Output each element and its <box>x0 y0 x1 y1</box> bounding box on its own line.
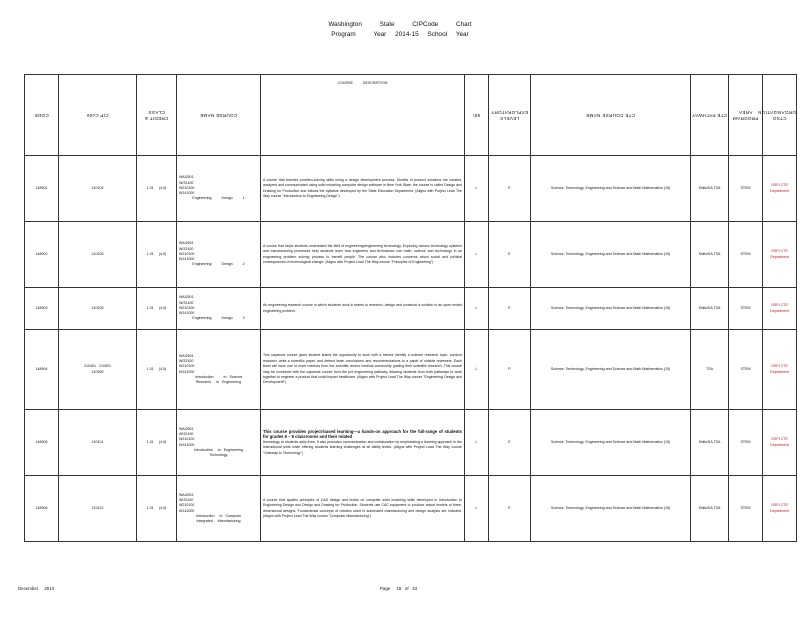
header-cte-course: CTE COURSE NAME <box>531 75 691 156</box>
row-cip: 210105 <box>59 288 137 330</box>
row-code: 148904 <box>25 330 59 410</box>
row-cte: Skills/SA TSA <box>691 410 729 476</box>
row-cip-codes: WAI2501 WI33100 W210100 W141000 <box>179 492 195 513</box>
row-description: A course that applies principles of CAD design and builds on computer solid modeling skills developed in Introduction to Engineering Design and Design and Drawing for Production. Students use CAC equipment to produce actual models of three-dimensional designs. Fundamental concepts of robotics used in automated manufacturing and design analysis are included. (Aligns with Project Lead The Way course "Computer Manufacturing") <box>261 476 465 542</box>
row-course: WAI2501 WI33100 W210100 W141000 Introduction to Computer Integrated Manufacturing <box>177 476 261 542</box>
header-organization: CTSO ORGANIZATION <box>763 75 797 156</box>
row-pathway: Science, Technology, Engineering and Science and Math Mathematics (15) <box>531 156 691 222</box>
row-ninth: L <box>465 410 489 476</box>
row-pathway: Science, Technology, Engineering and Science and Math Mathematics (15) <box>531 288 691 330</box>
row-cip: 210401 210501 210599 <box>59 330 137 410</box>
row-ninth: L <box>465 330 489 410</box>
row-exploratory: E <box>489 476 531 542</box>
row-program: STEM <box>729 288 763 330</box>
row-code: 148905 <box>25 410 59 476</box>
row-program: STEM <box>729 476 763 542</box>
row-cip-codes: WAI2501 WI33100 W210100 W141000 <box>179 175 195 196</box>
row-credits: 1.01 (4,5) <box>137 476 177 542</box>
table-row <box>25 330 797 410</box>
row-organization: OSPI CTE Department <box>763 288 797 330</box>
row-course: WAI2501 WI33100 W210100 W141000 Engineering Design 2 <box>177 222 261 288</box>
row-program: STEM <box>729 222 763 288</box>
footer-date: December 2013 <box>18 586 55 591</box>
chart-title: Washington State CIPCode Chart <box>328 21 472 28</box>
header-pathway: CTE PATHWAY <box>691 75 729 156</box>
row-organization: OSPI CTE Department <box>763 222 797 288</box>
header-credits: CREDIT & CLASS <box>137 75 177 156</box>
row-ninth: L <box>465 222 489 288</box>
row-pathway: Science, Technology, Engineering and Science and Math Mathematics (15) <box>531 330 691 410</box>
row-ninth: L <box>465 476 489 542</box>
row-cte: Skills/SA TSA <box>691 476 729 542</box>
row-exploratory: P <box>489 330 531 410</box>
row-description: A course that helps students understand the field of engineering/engineering technology. Exploring various technology systems and manufacturing processes help students learn how engineers and technicians use math, science and technology in an engineering problem solving process to benefit people. The course also includes concerns about social and political consequences of technological change. (Aligns with Project Lead The Way course "Principles of Engineering") <box>261 222 465 288</box>
row-course: WAI2501 WI33100 W210100 W141000 Engineering Design 1 <box>177 156 261 222</box>
row-code: 148906 <box>25 476 59 542</box>
row-program: STEM <box>729 156 763 222</box>
row-credits: 1.01 (4,5) <box>137 410 177 476</box>
header-description: COURSE DESCRIPTION <box>261 75 465 156</box>
header-code: CODE <box>25 75 59 156</box>
row-pathway: Science, Technology, Engineering and Science and Math Mathematics (15) <box>531 222 691 288</box>
header-course-name: COURSE NAME <box>177 75 261 156</box>
chart-subtitle: Program Year 2014-15 School Year <box>331 31 469 38</box>
row-course: WAI2501 WI33100 W210100 W141000 Engineering Design 3 <box>177 288 261 330</box>
header-ninth: 9th <box>465 75 489 156</box>
row-organization: OSPI CTE Department <box>763 476 797 542</box>
row-exploratory: E <box>489 156 531 222</box>
row-pathway: Science, Technology, Engineering and Science and Math Mathematics (15) <box>531 476 691 542</box>
table-row <box>25 222 797 288</box>
row-cip-codes: WAI2501 WI33100 W210100 W141000 <box>179 295 195 316</box>
row-cip: 210113 <box>59 476 137 542</box>
header-program: PROGRAM AREA <box>729 75 763 156</box>
row-ninth: L <box>465 288 489 330</box>
footer-page: Page 18 of 43 <box>380 586 418 591</box>
row-cip: 210105 <box>59 222 137 288</box>
row-code: 148901 <box>25 156 59 222</box>
table-row <box>25 410 797 476</box>
header-row <box>25 75 797 156</box>
table-row <box>25 156 797 222</box>
row-code: 148902 <box>25 222 59 288</box>
row-cte: Skills/SA TSA <box>691 156 729 222</box>
row-organization: OSPI CTE Department <box>763 410 797 476</box>
header-cip: CIP Code <box>59 75 137 156</box>
row-cte: Skills/SA TSA <box>691 222 729 288</box>
row-exploratory: E <box>489 410 531 476</box>
row-ninth: L <box>465 156 489 222</box>
row-exploratory: E <box>489 222 531 288</box>
row-credits: 1.01 (4,5) <box>137 288 177 330</box>
row-cip: 210101 <box>59 410 137 476</box>
row-code: 148903 <box>25 288 59 330</box>
table-row <box>25 288 797 330</box>
row-description: A course that teaches problem-solving skills using a design development process. Models of product solutions are created, analyzed and communicated using solid modeling computer design software in New York State, the course is called Design and Drawing for Production and follows the syllabus developed by the State Education Department. (Aligns with Project Lead The Way course "Introduction to Engineering Design") <box>261 156 465 222</box>
row-cip: 210104 <box>59 156 137 222</box>
row-organization: OSPI CTE Department <box>763 156 797 222</box>
row-credits: 1.01 (4,5) <box>137 222 177 288</box>
row-cip-codes: WAI2501 WI33100 W210100 W141000 <box>179 426 195 447</box>
row-description <box>261 410 465 476</box>
row-program: STEM <box>729 330 763 410</box>
row-program: STEM <box>729 410 763 476</box>
row-cip-codes: WAI2501 WI33100 W210100 W141000 <box>179 241 195 262</box>
cip-table <box>24 74 797 542</box>
header-exploratory: EXPLORATORY LEVELS <box>489 75 531 156</box>
row-exploratory: E <box>489 288 531 330</box>
row-cte: TSA <box>691 330 729 410</box>
row-description: This capstone course gives student teams the opportunity to work with a mentor identify a science research topic, conduct research, write a scientific paper, and defend team conclusions and recommendations to a panel of outside reviewers. Each team will have one or more mentors from the scientific and/or medical community guiding their scientific research. This course may be combined with the capstone course from the pre-engineering pathway, allowing students from both pathways to work together to engineer a product that could impact healthcare. (Aligns with Project Lead The Way course "Engineering Design and Development") <box>261 330 465 410</box>
row-pathway: Science, Technology, Engineering and Science and Math Mathematics (15) <box>531 410 691 476</box>
row-credits: 1.01 (4,5) <box>137 330 177 410</box>
row-cip-codes: WAI2501 WI33100 W210100 W141000 <box>179 353 195 374</box>
row-cte: Skills/SA TSA <box>691 288 729 330</box>
row-description-text: technology to students daily lives. It also promotes communication and collaboration by emphasizing a learning approach in the instructional units while offering students learning challenges at all ability levels. (Aligns with Project Lead The Way course "Gateway to Technology") <box>263 439 462 455</box>
row-course: WAI2501 WI33100 W210100 W141000 Introduction to Science Research in Engineering <box>177 330 261 410</box>
row-description-bold: This course provides project-based learning—a hands-on approach for the full-range of students for grades 6 – 8 classrooms and their related <box>263 428 462 440</box>
row-organization: OSPI CTE Department <box>763 330 797 410</box>
row-description: An engineering research course in which students work in teams to research, design and construct a solution to an open-ended engineering problem. <box>261 288 465 330</box>
row-credits: 1.01 (4,5) <box>137 156 177 222</box>
table-row <box>25 476 797 542</box>
row-course: WAI2501 WI33100 W210100 W141000 Introduction to Engineering Technology <box>177 410 261 476</box>
